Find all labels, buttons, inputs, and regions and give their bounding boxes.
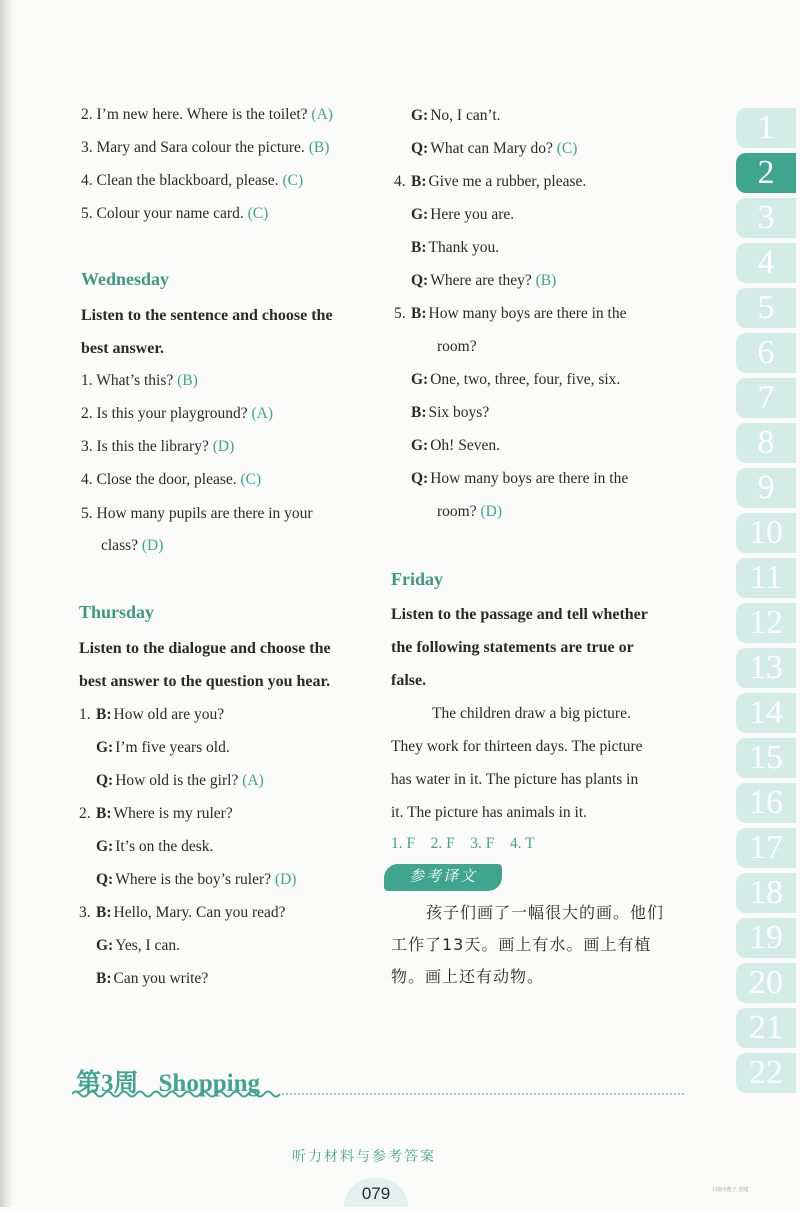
- dialogue-text: I’m five years old.: [115, 739, 230, 756]
- dialogue-text: How many boys are there in the: [428, 305, 627, 322]
- speaker-label: Q:: [411, 140, 429, 157]
- speaker-label: G:: [96, 838, 114, 855]
- week-tab-21[interactable]: 21: [736, 1008, 796, 1048]
- answer-choice: (B): [535, 272, 557, 289]
- friday-instruction-line2: the following statements are true or: [391, 639, 634, 656]
- item-number: 3.: [79, 904, 91, 921]
- week-tab-13[interactable]: 13: [736, 648, 796, 688]
- dialogue-text: No, I can’t.: [430, 107, 501, 124]
- dialogue-line: [394, 106, 501, 126]
- dialogue-text: It’s on the desk.: [115, 838, 214, 855]
- week-number: 第3周: [76, 1070, 139, 1097]
- translation-badge: 参考译文: [384, 864, 502, 891]
- book-spine-shadow: [0, 0, 14, 1207]
- thursday-heading: Thursday: [79, 602, 155, 622]
- dialogue-text: Give me a rubber, please.: [428, 173, 587, 190]
- week-tab-1[interactable]: 1: [736, 108, 796, 148]
- wednesday-instruction-line1: Listen to the sentence and choose the: [81, 307, 333, 324]
- speaker-label: Q:: [411, 470, 429, 487]
- week-tab-20[interactable]: 20: [736, 963, 796, 1003]
- dialogue-line: [394, 271, 556, 291]
- friday-answers: 1. F 2. F 3. F 4. T: [391, 835, 535, 852]
- dialogue-text: Can you write?: [113, 970, 209, 987]
- dialogue-text: Yes, I can.: [115, 937, 180, 954]
- dialogue-text: How old is the girl?: [115, 772, 239, 789]
- tuesday-item-3: 3. Mary and Sara colour the picture. (B): [81, 139, 330, 156]
- speaker-label: B:: [96, 904, 112, 921]
- wednesday-item: 3. Is this the library? (D): [81, 438, 235, 455]
- dialogue-line: [394, 469, 628, 489]
- item-number: 5.: [394, 305, 406, 322]
- speaker-label: Q:: [411, 272, 429, 289]
- dialogue-line: [79, 705, 224, 725]
- wednesday-instruction-line2: best answer.: [81, 340, 164, 357]
- dialogue-text: Oh! Seven.: [430, 437, 500, 454]
- passage-line: They work for thirteen days. The picture: [391, 738, 643, 755]
- dialogue-line: [79, 903, 286, 923]
- wednesday-item: 5. How many pupils are there in your: [81, 505, 313, 522]
- speaker-label: B:: [96, 805, 112, 822]
- dialogue-text: How many boys are there in the: [430, 470, 629, 487]
- week-tab-4[interactable]: 4: [736, 243, 796, 283]
- speaker-label: B:: [411, 305, 427, 322]
- dialogue-text: Thank you.: [428, 239, 500, 256]
- dialogue-line: [394, 172, 586, 192]
- dialogue-line: [79, 837, 213, 857]
- week-tab-10[interactable]: 10: [736, 513, 796, 553]
- week-tab-3[interactable]: 3: [736, 198, 796, 238]
- week-tab-9[interactable]: 9: [736, 468, 796, 508]
- tuesday-item-4: 4. Clean the blackboard, please. (C): [81, 172, 304, 189]
- week-topic: Shopping: [158, 1070, 260, 1097]
- week-tab-6[interactable]: 6: [736, 333, 796, 373]
- week-tab-7[interactable]: 7: [736, 378, 796, 418]
- week-tab-18[interactable]: 18: [736, 873, 796, 913]
- week-tab-15[interactable]: 15: [736, 738, 796, 778]
- thursday-instruction-line1: Listen to the dialogue and choose the: [79, 640, 331, 657]
- speaker-label: G:: [96, 937, 114, 954]
- item-number: 4.: [394, 173, 406, 190]
- item-number: 2.: [79, 805, 91, 822]
- dialogue-text: Where is my ruler?: [113, 805, 233, 822]
- dialogue-line: [79, 738, 230, 758]
- tuesday-item-5: 5. Colour your name card. (C): [81, 205, 269, 222]
- speaker-label: G:: [411, 371, 429, 388]
- wednesday-item-continued: class? (D): [101, 537, 164, 554]
- week-tab-22[interactable]: 22: [736, 1053, 796, 1093]
- scanner-watermark: 扫描全能王 创建: [712, 1187, 749, 1193]
- speaker-label: G:: [411, 437, 429, 454]
- wednesday-item: 4. Close the door, please. (C): [81, 471, 262, 488]
- answer-choice: (D): [274, 871, 297, 888]
- speaker-label: B:: [96, 706, 112, 723]
- speaker-label: B:: [411, 173, 427, 190]
- dialogue-line: [79, 804, 233, 824]
- week-tab-12[interactable]: 12: [736, 603, 796, 643]
- speaker-label: B:: [411, 239, 427, 256]
- passage-line: has water in it. The picture has plants in: [391, 771, 639, 788]
- dialogue-text: How old are you?: [113, 706, 225, 723]
- dialogue-line: [79, 969, 208, 989]
- week-tab-19[interactable]: 19: [736, 918, 796, 958]
- dialogue-text: One, two, three, four, five, six.: [430, 371, 621, 388]
- week-tab-14[interactable]: 14: [736, 693, 796, 733]
- dialogue-line: [394, 436, 500, 456]
- dialogue-text: Where are they?: [430, 272, 532, 289]
- dialogue-line: [394, 502, 502, 522]
- dialogue-text: Hello, Mary. Can you read?: [113, 904, 286, 921]
- translation-line: 物。画上还有动物。: [391, 967, 545, 986]
- dialogue-text: What can Mary do?: [430, 140, 553, 157]
- friday-heading: Friday: [391, 569, 443, 589]
- passage-line: The children draw a big picture.: [432, 705, 631, 722]
- speaker-label: B:: [411, 404, 427, 421]
- dialogue-line: [394, 337, 477, 357]
- speaker-label: B:: [96, 970, 112, 987]
- friday-instruction-line1: Listen to the passage and tell whether: [391, 606, 648, 623]
- answer-choice: (A): [242, 772, 264, 789]
- week-tab-16[interactable]: 16: [736, 783, 796, 823]
- speaker-label: G:: [411, 206, 429, 223]
- dialogue-text: Here you are.: [430, 206, 515, 223]
- dialogue-text: Six boys?: [428, 404, 490, 421]
- dialogue-line: [394, 205, 514, 225]
- friday-instruction-line3: false.: [391, 672, 427, 689]
- dialogue-line: [394, 370, 620, 390]
- speaker-label: G:: [96, 739, 114, 756]
- footer-label: 听力材料与参考答案: [292, 1149, 436, 1165]
- translation-line: 孩子们画了一幅很大的画。他们: [426, 903, 665, 922]
- item-number: 1.: [79, 706, 91, 723]
- dialogue-text: Where is the boy’s ruler?: [115, 871, 272, 888]
- wednesday-item: 1. What’s this? (B): [81, 372, 198, 389]
- dialogue-text: room?: [437, 503, 477, 520]
- page-number: 079: [344, 1178, 408, 1207]
- dialogue-line: [79, 870, 296, 890]
- wednesday-item: 2. Is this your playground? (A): [81, 405, 274, 422]
- tuesday-item-2: 2. I’m new here. Where is the toilet? (A): [81, 106, 333, 123]
- dialogue-line: [79, 936, 180, 956]
- answer-choice: (C): [556, 140, 578, 157]
- dialogue-line: [394, 403, 489, 423]
- passage-line: it. The picture has animals in it.: [391, 804, 588, 821]
- translation-line: 工作了13天。画上有水。画上有植: [391, 935, 652, 954]
- dialogue-line: [394, 238, 499, 258]
- wednesday-heading: Wednesday: [81, 269, 170, 289]
- dialogue-line: [394, 139, 577, 159]
- week-tab-2[interactable]: 2: [736, 153, 796, 193]
- answer-choice: (D): [480, 503, 503, 520]
- week-tab-11[interactable]: 11: [736, 558, 796, 598]
- week-tabs: [736, 108, 800, 1103]
- week-tab-17[interactable]: 17: [736, 828, 796, 868]
- wavy-divider: [72, 1089, 684, 1099]
- thursday-instruction-line2: best answer to the question you hear.: [79, 673, 331, 690]
- speaker-label: Q:: [96, 772, 114, 789]
- dialogue-line: [79, 771, 264, 791]
- dialogue-line: [394, 304, 627, 324]
- dialogue-text: room?: [437, 338, 477, 355]
- speaker-label: G:: [411, 107, 429, 124]
- week-tab-8[interactable]: 8: [736, 423, 796, 463]
- speaker-label: Q:: [96, 871, 114, 888]
- week-tab-5[interactable]: 5: [736, 288, 796, 328]
